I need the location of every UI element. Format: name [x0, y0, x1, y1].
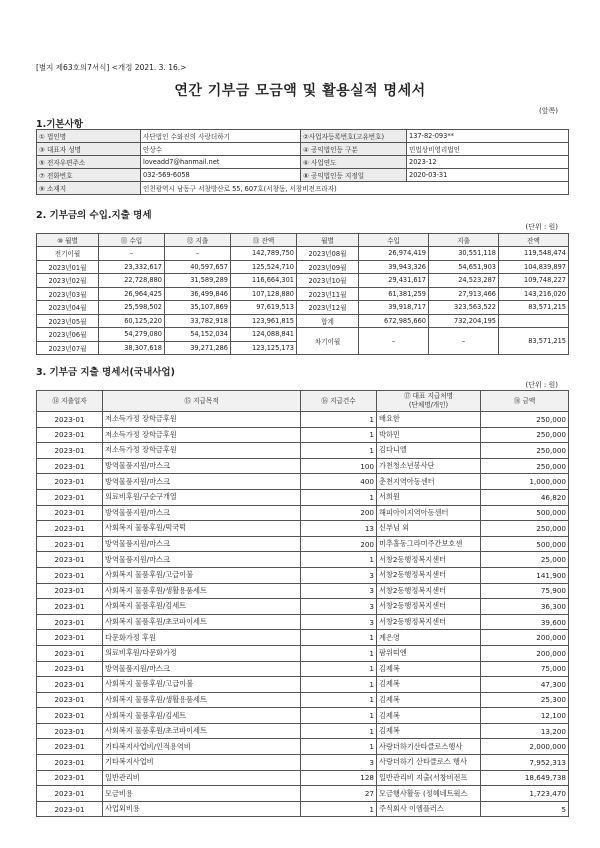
column-header: 수입 [359, 234, 429, 247]
balance-cell: 125,524,710 [231, 260, 297, 274]
expense-recipient: 김제복 [377, 723, 481, 739]
balance-cell: 142,789,750 [231, 247, 297, 261]
expense-row [37, 552, 569, 568]
expense-cell: 54,152,034 [165, 328, 231, 342]
expense-purpose: 방역물품지원/마스크 [103, 474, 301, 490]
carryover-month-cell: 차기이월 [297, 328, 359, 355]
expense-recipient: 일반관리비 지출(서창비전프 [377, 770, 481, 786]
expense-row [37, 536, 569, 552]
expense-amount: 25,300 [481, 692, 569, 708]
expense-purpose: 방역물품지원/마스크 [103, 536, 301, 552]
info-label: ⑥ 사업연도 [301, 156, 407, 169]
expense-row [37, 583, 569, 599]
carryover-expense-cell: – [429, 328, 499, 355]
expense-amount: 75,000 [481, 661, 569, 677]
expense-row [37, 458, 569, 474]
expense-amount: 7,952,313 [481, 755, 569, 771]
income-cell: 672,985,660 [359, 314, 429, 328]
expense-row [37, 786, 569, 802]
info-value: 안상수 [141, 143, 301, 156]
income-cell: 25,598,502 [99, 301, 165, 315]
column-header: ⑬ 잔액 [231, 234, 297, 247]
expense-purpose: 일반관리비 [103, 770, 301, 786]
section3-title: 3. 기부금 지출 명세서(국내사업) [36, 367, 175, 378]
expense-date: 2023-01 [37, 458, 103, 474]
expense-count: 128 [301, 770, 377, 786]
address-value: 인천광역시 남동구 서창방산로 55, 607호(서창동, 서창비전프라자) [141, 182, 569, 195]
expense-purpose: 저소득가정 장학금후원 [103, 443, 301, 459]
info-value: 민법상비영리법인 [407, 143, 569, 156]
column-header: ⑮ 지급목적 [103, 391, 301, 412]
expense-recipient: 신부님 외 [377, 521, 481, 537]
column-header: ⑫ 지출 [165, 234, 231, 247]
expense-purpose: 방역물품지원/마스크 [103, 458, 301, 474]
expense-row [37, 770, 569, 786]
expense-count: 1 [301, 630, 377, 646]
expense-date: 2023-01 [37, 443, 103, 459]
expense-date: 2023-01 [37, 567, 103, 583]
expense-amount: 75,900 [481, 583, 569, 599]
expense-count: 200 [301, 536, 377, 552]
expense-date: 2023-01 [37, 770, 103, 786]
income-row [37, 260, 569, 274]
expense-cell: 33,782,918 [165, 314, 231, 328]
expense-purpose: 사회복지 물품후원/김세트 [103, 599, 301, 615]
expense-amount: 250,000 [481, 412, 569, 428]
expense-date: 2023-01 [37, 630, 103, 646]
expense-count: 1 [301, 661, 377, 677]
expense-recipient: 배요한 [377, 412, 481, 428]
column-header: ⑩ 월별 [37, 234, 99, 247]
month-cell: 2023년07월 [37, 341, 99, 355]
expense-date: 2023-01 [37, 708, 103, 724]
expense-purpose: 의료비후원/구순구개열 [103, 489, 301, 505]
income-cell: 54,279,080 [99, 328, 165, 342]
month-cell: 2023년05월 [37, 314, 99, 328]
expense-row [37, 755, 569, 771]
expense-recipient: 서창2동행정복지센터 [377, 552, 481, 568]
expense-row [37, 521, 569, 537]
income-cell: 38,307,618 [99, 341, 165, 355]
expense-cell: 30,551,118 [429, 247, 499, 261]
expense-amount: 13,200 [481, 723, 569, 739]
expense-recipient: 사랑더하기 산타클로스 행사 [377, 755, 481, 771]
expense-recipient: 사랑더하기산타클로스행사 [377, 739, 481, 755]
form-number: [별지 제63호의7서식] <개정 2021. 3. 16.> [36, 63, 187, 72]
expense-recipient: 서희원 [377, 489, 481, 505]
expense-cell: 35,107,869 [165, 301, 231, 315]
expense-date: 2023-01 [37, 677, 103, 693]
column-header: ⑰ 대표 지급처명 (단체명/개인) [377, 391, 481, 412]
expense-row [37, 443, 569, 459]
balance-cell: 109,748,227 [499, 274, 569, 288]
balance-cell: 104,839,897 [499, 260, 569, 274]
expense-date: 2023-01 [37, 739, 103, 755]
expense-row [37, 412, 569, 428]
income-cell: 26,964,425 [99, 287, 165, 301]
expense-count: 1 [301, 552, 377, 568]
month-cell: 2023년12월 [297, 301, 359, 315]
expense-cell: 39,271,286 [165, 341, 231, 355]
info-label: ⑤ 전자우편주소 [37, 156, 141, 169]
expense-recipient: 가천청소년봉사단 [377, 458, 481, 474]
column-header: 월별 [297, 234, 359, 247]
balance-cell: 107,128,880 [231, 287, 297, 301]
info-value: 2023-12 [407, 156, 569, 169]
expense-count: 1 [301, 692, 377, 708]
expense-amount: 1,000,000 [481, 474, 569, 490]
month-cell: 2023년10월 [297, 274, 359, 288]
expense-amount: 18,649,738 [481, 770, 569, 786]
column-header: 지출 [429, 234, 499, 247]
carryover-balance-cell: 83,571,215 [499, 328, 569, 355]
expense-recipient: 김제복 [377, 677, 481, 693]
expense-detail-table [36, 390, 569, 817]
info-value: loveadd7@hanmail.net [141, 156, 301, 169]
info-value: 사단법인 수와진의 사랑더하기 [141, 130, 301, 143]
expense-cell: 24,523,287 [429, 274, 499, 288]
section2-unit: (단위 : 원) [525, 223, 558, 231]
expense-count: 3 [301, 567, 377, 583]
expense-purpose: 방역물품지원/마스크 [103, 661, 301, 677]
income-cell: 26,974,419 [359, 247, 429, 261]
expense-purpose: 다문화가정 후원 [103, 630, 301, 646]
basic-info-row [37, 156, 569, 169]
month-cell: 전기이월 [37, 247, 99, 261]
expense-row [37, 645, 569, 661]
income-row [37, 274, 569, 288]
expense-row [37, 708, 569, 724]
expense-purpose: 의료비후원/다문화가정 [103, 645, 301, 661]
expense-amount: 12,100 [481, 708, 569, 724]
basic-info-row [37, 169, 569, 182]
expense-count: 1 [301, 645, 377, 661]
expense-date: 2023-01 [37, 427, 103, 443]
expense-recipient: 김제복 [377, 692, 481, 708]
column-header: ⑭ 지출일자 [37, 391, 103, 412]
expense-row [37, 692, 569, 708]
expense-count: 1 [301, 708, 377, 724]
expense-amount: 39,600 [481, 614, 569, 630]
expense-purpose: 사업외비용 [103, 801, 301, 817]
expense-date: 2023-01 [37, 474, 103, 490]
expense-date: 2023-01 [37, 599, 103, 615]
income-cell: 39,943,326 [359, 260, 429, 274]
expense-count: 200 [301, 505, 377, 521]
expense-purpose: 모금비용 [103, 786, 301, 802]
expense-count: 1 [301, 739, 377, 755]
expense-count: 3 [301, 755, 377, 771]
income-cell: 22,728,880 [99, 274, 165, 288]
month-cell: 합계 [297, 314, 359, 328]
expense-recipient: 김제복 [377, 708, 481, 724]
expense-purpose: 사회복지 물품후원/초코파이세트 [103, 723, 301, 739]
info-label: ④ 공익법인등 구분 [301, 143, 407, 156]
income-cell: – [99, 247, 165, 261]
info-label: ⑦ 전화번호 [37, 169, 141, 182]
expense-count: 1 [301, 412, 377, 428]
section3-unit: (단위 : 원) [525, 381, 558, 389]
expense-purpose: 사회복지 물품후원/생활용품세트 [103, 692, 301, 708]
expense-amount: 500,000 [481, 505, 569, 521]
month-cell: 2023년09월 [297, 260, 359, 274]
expense-count: 1 [301, 443, 377, 459]
expense-date: 2023-01 [37, 583, 103, 599]
expense-date: 2023-01 [37, 489, 103, 505]
expense-recipient: 김다니엘 [377, 443, 481, 459]
expense-purpose: 사회복지 물품후원/김세트 [103, 708, 301, 724]
expense-row [37, 614, 569, 630]
expense-recipient: 해피아이지역아동센터 [377, 505, 481, 521]
expense-purpose: 사회복지 물품후원/고급이불 [103, 567, 301, 583]
expense-date: 2023-01 [37, 692, 103, 708]
expense-date: 2023-01 [37, 552, 103, 568]
expense-header-row [37, 391, 569, 412]
income-row [37, 301, 569, 315]
balance-cell: 123,125,173 [231, 341, 297, 355]
info-label: ⑧ 공익법인등 지정일 [301, 169, 407, 182]
expense-amount: 250,000 [481, 458, 569, 474]
address-label: ⑨ 소재지 [37, 182, 141, 195]
expense-recipient: 주식회사 이엠플러스 [377, 801, 481, 817]
expense-date: 2023-01 [37, 536, 103, 552]
balance-cell: 97,619,513 [231, 301, 297, 315]
expense-purpose: 사회복지 물품후원/생활용품세트 [103, 583, 301, 599]
expense-amount: 2,000,000 [481, 739, 569, 755]
expense-purpose: 저소득가정 장학금후원 [103, 427, 301, 443]
income-row [37, 287, 569, 301]
expense-recipient: 춘천지역아동센터 [377, 474, 481, 490]
balance-cell: 83,571,215 [499, 301, 569, 315]
column-header: ⑱ 금액 [481, 391, 569, 412]
info-value: 137-82-093** [407, 130, 569, 143]
column-header: ⑯ 지급건수 [301, 391, 377, 412]
expense-recipient: 서창2동행정복지센터 [377, 599, 481, 615]
expense-row [37, 489, 569, 505]
expense-date: 2023-01 [37, 723, 103, 739]
expense-count: 1 [301, 801, 377, 817]
expense-row [37, 427, 569, 443]
expense-date: 2023-01 [37, 661, 103, 677]
expense-amount: 47,300 [481, 677, 569, 693]
expense-count: 100 [301, 458, 377, 474]
info-value: 032-569-6058 [141, 169, 301, 182]
expense-row [37, 661, 569, 677]
expense-date: 2023-01 [37, 614, 103, 630]
expense-purpose: 방역물품지원/마스크 [103, 552, 301, 568]
expense-count: 3 [301, 599, 377, 615]
balance-cell: 124,088,841 [231, 328, 297, 342]
expense-row [37, 474, 569, 490]
balance-cell: 143,216,020 [499, 287, 569, 301]
month-cell: 2023년11월 [297, 287, 359, 301]
column-header: 잔액 [499, 234, 569, 247]
expense-count: 3 [301, 583, 377, 599]
expense-amount: 36,300 [481, 599, 569, 615]
expense-amount: 141,900 [481, 567, 569, 583]
expense-recipient: 서창2동행정복지센터 [377, 567, 481, 583]
info-value: 2020-03-31 [407, 169, 569, 182]
expense-amount: 25,000 [481, 552, 569, 568]
address-row [37, 182, 569, 195]
expense-date: 2023-01 [37, 786, 103, 802]
expense-recipient: 박하민 [377, 427, 481, 443]
month-cell: 2023년02월 [37, 274, 99, 288]
month-cell: 2023년01월 [37, 260, 99, 274]
expense-cell: 36,499,846 [165, 287, 231, 301]
expense-cell: 40,597,657 [165, 260, 231, 274]
expense-recipient: 김제복 [377, 661, 481, 677]
income-cell: 23,332,617 [99, 260, 165, 274]
balance-cell: 119,548,474 [499, 247, 569, 261]
expense-amount: 250,000 [481, 443, 569, 459]
balance-cell [499, 314, 569, 328]
expense-amount: 250,000 [481, 427, 569, 443]
expense-row [37, 599, 569, 615]
expense-amount: 200,000 [481, 630, 569, 646]
month-cell: 2023년08월 [297, 247, 359, 261]
expense-purpose: 기타복지사업비/인적용역비 [103, 739, 301, 755]
income-header-row [37, 234, 569, 247]
expense-row [37, 567, 569, 583]
expense-recipient: 미추홀동그라미주간보호센 [377, 536, 481, 552]
column-header: ⑪ 수입 [99, 234, 165, 247]
expense-date: 2023-01 [37, 645, 103, 661]
document-title: 연간 기부금 모금액 및 활용실적 명세서 [174, 83, 426, 99]
expense-cell: 323,563,522 [429, 301, 499, 315]
expense-amount: 5 [481, 801, 569, 817]
basic-info-row [37, 130, 569, 143]
income-cell: 29,431,617 [359, 274, 429, 288]
expense-recipient: 팜위띠엔 [377, 645, 481, 661]
income-cell: 39,918,717 [359, 301, 429, 315]
income-cell: 60,125,220 [99, 314, 165, 328]
info-label: ① 법인명 [37, 130, 141, 143]
expense-recipient: 계은영 [377, 630, 481, 646]
expense-count: 27 [301, 786, 377, 802]
expense-count: 1 [301, 677, 377, 693]
basic-info-row [37, 143, 569, 156]
expense-purpose: 사회복지 물품후원/고급이불 [103, 677, 301, 693]
income-cell: 61,381,259 [359, 287, 429, 301]
expense-date: 2023-01 [37, 412, 103, 428]
expense-cell: – [165, 247, 231, 261]
expense-count: 1 [301, 723, 377, 739]
section1-title: 1.기본사항 [36, 119, 83, 130]
expense-recipient: 서창2동행정복지센터 [377, 614, 481, 630]
expense-row [37, 801, 569, 817]
month-cell: 2023년06월 [37, 328, 99, 342]
income-expense-table [36, 233, 569, 355]
expense-row [37, 505, 569, 521]
expense-date: 2023-01 [37, 505, 103, 521]
expense-count: 1 [301, 489, 377, 505]
expense-count: 3 [301, 614, 377, 630]
expense-amount: 46,820 [481, 489, 569, 505]
page-side-note: (앞쪽) [539, 107, 558, 115]
expense-purpose: 사회복지 물품후원/떡국떡 [103, 521, 301, 537]
section2-title: 2. 기부금의 수입.지출 명세 [36, 210, 152, 221]
expense-count: 13 [301, 521, 377, 537]
income-row [37, 328, 569, 342]
expense-date: 2023-01 [37, 521, 103, 537]
income-row [37, 314, 569, 328]
expense-count: 400 [301, 474, 377, 490]
expense-date: 2023-01 [37, 755, 103, 771]
expense-row [37, 677, 569, 693]
month-cell: 2023년03월 [37, 287, 99, 301]
expense-amount: 250,000 [481, 521, 569, 537]
carryover-income-cell: – [359, 328, 429, 355]
expense-amount: 200,000 [481, 645, 569, 661]
info-label: ②사업자등록번호(고유번호) [301, 130, 407, 143]
month-cell: 2023년04월 [37, 301, 99, 315]
expense-purpose: 기타복지사업비 [103, 755, 301, 771]
expense-row [37, 723, 569, 739]
expense-recipient: 모금행사활동 (정혜네트웍스 [377, 786, 481, 802]
expense-cell: 31,589,289 [165, 274, 231, 288]
basic-info-table [36, 129, 569, 195]
expense-purpose: 방역물품지원/마스크 [103, 505, 301, 521]
expense-cell: 54,651,903 [429, 260, 499, 274]
info-label: ③ 대표자 성명 [37, 143, 141, 156]
expense-recipient: 서창2동행정복지센터 [377, 583, 481, 599]
expense-purpose: 사회복지 물품후원/초코파이세트 [103, 614, 301, 630]
expense-amount: 1,723,470 [481, 786, 569, 802]
expense-row [37, 739, 569, 755]
income-row [37, 247, 569, 261]
balance-cell: 123,961,815 [231, 314, 297, 328]
expense-purpose: 저소득가정 장학금후원 [103, 412, 301, 428]
expense-count: 1 [301, 427, 377, 443]
expense-cell: 27,913,466 [429, 287, 499, 301]
balance-cell: 116,664,301 [231, 274, 297, 288]
expense-date: 2023-01 [37, 801, 103, 817]
expense-row [37, 630, 569, 646]
expense-amount: 500,000 [481, 536, 569, 552]
expense-cell: 732,204,195 [429, 314, 499, 328]
